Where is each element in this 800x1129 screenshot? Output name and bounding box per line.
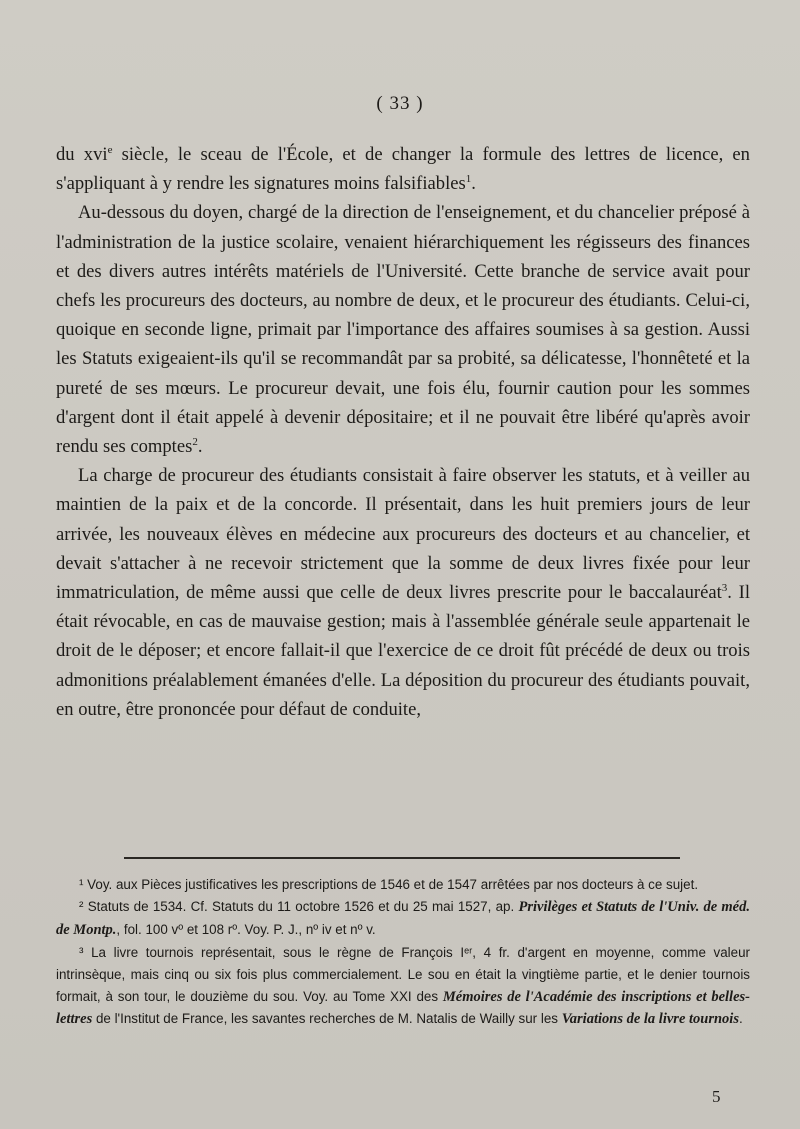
- footnote-2: [56, 896, 750, 942]
- signature-mark: 5: [712, 1087, 721, 1106]
- italic-title: Privilèges et Statuts de l'Univ. de méd. de Montp.: [56, 898, 750, 938]
- page-number-header: ( 33 ): [376, 93, 424, 114]
- text-span: .: [471, 173, 476, 195]
- footnote-ref-1: 1: [465, 173, 472, 186]
- paragraph-3: [56, 461, 750, 724]
- text-span: du xvi: [56, 144, 108, 165]
- text-span: . Il était révocable, en cas de mauvaise gestion; mais à l'assemblée générale seule appartenait le droit de le déposer; et encore fallait-il que l'exercice de ce droit fût précédé de deux ou trois admonitions préalablement émanées d'elle. La déposition du procureur des étudiants pouvait, en outre, être prononcée pour défaut de conduite,: [56, 582, 750, 720]
- footnote-divider: [124, 857, 680, 859]
- footnote-ref-3: 3: [721, 581, 728, 594]
- text-span: Au-dessous du doyen, chargé de la direction de l'enseignement, et du chancelier préposé à l'administration de la justice scolaire, venaient hiérarchiquement les régisseurs des finances et des divers autres intérêts matériels de l'Université. Cette branche de service avait pour chefs les procureurs des docteurs, au nombre de deux, et le procureur des étudiants. Celui-ci, quoique en seconde ligne, primait par l'importance des affaires soumises à sa gestion. Aussi les Statuts exigeaient-ils qu'il se recommandât par sa probité, sa délicatesse, l'honnêteté et la pureté de ses mœurs. Le procureur devait, une fois élu, fournir caution pour les sommes d'argent dont il était appelé à devenir dépositaire; et il ne pouvait être libéré qu'après avoir rendu ses comptes: [56, 202, 750, 458]
- paragraph-1: [56, 140, 750, 198]
- superscript: e: [107, 143, 113, 156]
- italic-title: Variations de la livre tournois: [561, 1011, 739, 1028]
- text-span: La charge de procureur des étudiants consistait à faire observer les statuts, et à veiller au maintien de la paix et de la concorde. Il présentait, dans les huit premiers jours de leur arrivée, les nouveaux élèves en médecine aux procureurs des docteurs et au chancelier, et devait s'attacher à ne recevoir strictement que la somme de deux livres fixée pour leur immatriculation, de même aussi que celle de deux livres prescrite pour le baccalauréat: [56, 465, 750, 604]
- footnote-ref-2: 2: [192, 435, 198, 448]
- footnote-1: ¹ Voy. aux Pièces justificatives les prescriptions de 1546 et de 1547 arrêtées par nos docteurs à ce sujet.: [79, 877, 699, 892]
- italic-title: Mémoires de l'Académie des inscriptions et belles-lettres: [56, 988, 750, 1028]
- footnote-3: [56, 942, 750, 1032]
- text-span: ² Statuts de 1534. Cf. Statuts du 11 octobre 1526 et du 25 mai 1527, ap.: [79, 898, 515, 914]
- text-span: de l'Institut de France, les savantes recherches de M. Natalis de Wailly sur les: [92, 1011, 558, 1027]
- text-span: siècle, le sceau de l'École, et de changer la formule des lettres de licence, en s'appliquant à y rendre les signatures moins falsifiables: [56, 144, 750, 195]
- text-span: ³ La livre tournois représentait, sous le règne de François Iᵉʳ, 4 fr. d'argent en moyenne, comme valeur intrinsèque, mais cinq ou six fois plus commercialement. Le sou en était la vingtième partie, et le denier tournois formait, à son tour, le douzième du sou. Voy. au Tome XXI des: [56, 944, 750, 1004]
- footnotes: [56, 874, 750, 1031]
- paragraph-2: [56, 198, 750, 461]
- main-text: [56, 140, 750, 724]
- text-span: .: [197, 436, 203, 458]
- text-span: .: [738, 1011, 743, 1027]
- text-span: , fol. 100 vº et 108 rº. Voy. P. J., nº iv et nº v.: [116, 921, 376, 937]
